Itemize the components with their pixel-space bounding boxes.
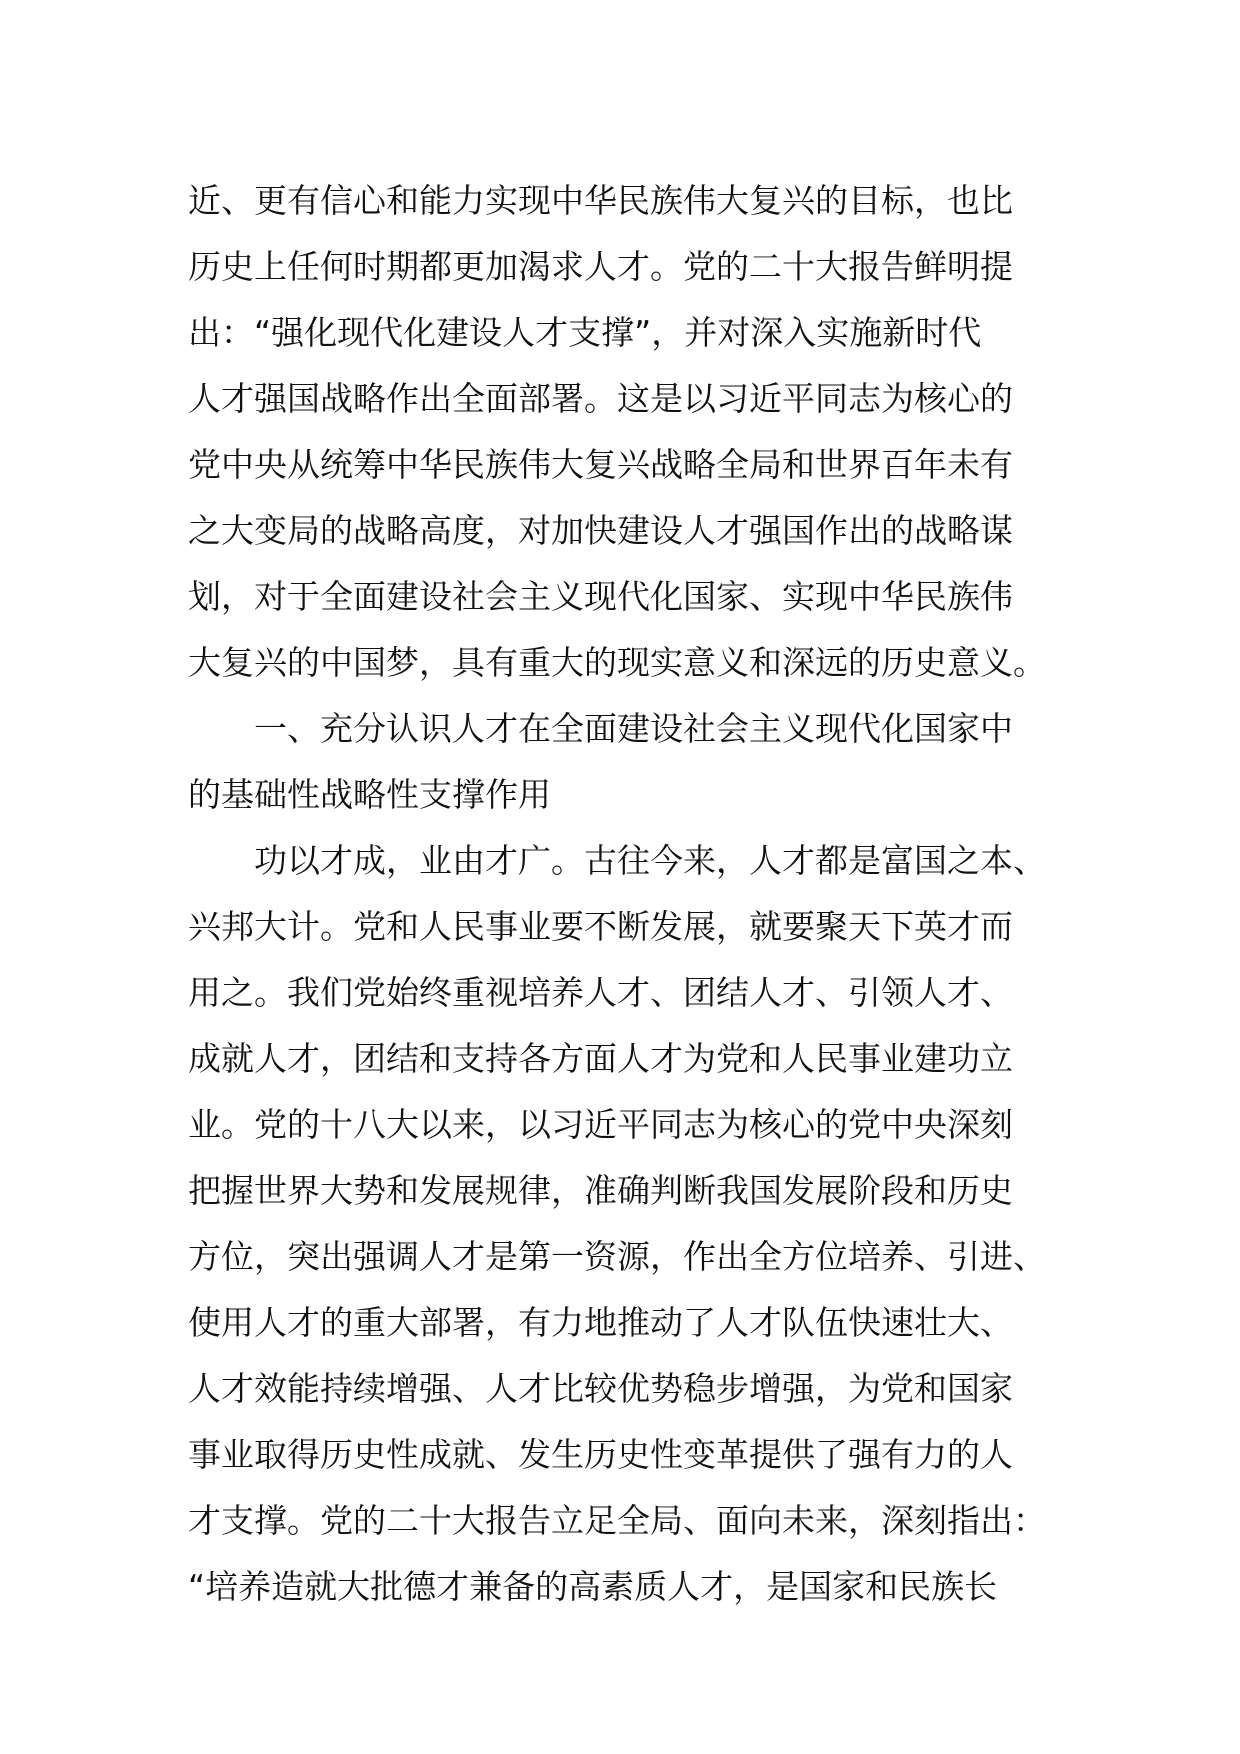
paragraph-line: 业。党的十八大以来，以习近平同志为核心的党中央深刻 — [188, 1105, 1013, 1144]
body-text — [188, 168, 1068, 1620]
paragraph-line: 历史上任何时期都更加渴求人才。党的二十大报告鲜明提 — [188, 247, 1013, 286]
paragraph-line: 之大变局的战略高度，对加快建设人才强国作出的战略谋 — [188, 511, 1013, 550]
paragraph-line: 把握世界大势和发展规律，准确判断我国发展阶段和历史 — [188, 1171, 1013, 1210]
paragraph-line: 人才强国战略作出全面部署。这是以习近平同志为核心的 — [188, 379, 1013, 418]
paragraph-line: 党中央从统筹中华民族伟大复兴战略全局和世界百年未有 — [188, 445, 1013, 484]
paragraph-line: 划，对于全面建设社会主义现代化国家、实现中华民族伟 — [188, 577, 1013, 616]
paragraph-line: 方位，突出强调人才是第一资源，作出全方位培养、引进、 — [188, 1237, 1046, 1276]
paragraph-line: 出：“强化现代化建设人才支撑”，并对深入实施新时代 — [188, 313, 982, 352]
paragraph-line: 大复兴的中国梦，具有重大的现实意义和深远的历史意义。 — [188, 643, 1046, 682]
paragraph-line: 用之。我们党始终重视培养人才、团结人才、引领人才、 — [188, 973, 1013, 1012]
paragraph-line: 才支撑。党的二十大报告立足全局、面向未来，深刻指出： — [188, 1501, 1046, 1540]
paragraph-line: 人才效能持续增强、人才比较优势稳步增强，为党和国家 — [188, 1369, 1013, 1408]
paragraph-line: “培养造就大批德才兼备的高素质人才，是国家和民族长 — [188, 1567, 998, 1606]
paragraph-line: 使用人才的重大部署，有力地推动了人才队伍快速壮大、 — [188, 1303, 1013, 1342]
paragraph-line: 兴邦大计。党和人民事业要不断发展，就要聚天下英才而 — [188, 907, 1013, 946]
section-heading-line: 一、充分认识人才在全面建设社会主义现代化国家中 — [254, 709, 1013, 748]
paragraph-line: 功以才成，业由才广。古往今来，人才都是富国之本、 — [254, 841, 1046, 880]
paragraph-line: 事业取得历史性成就、发生历史性变革提供了强有力的人 — [188, 1435, 1013, 1474]
paragraph-line: 近、更有信心和能力实现中华民族伟大复兴的目标，也比 — [188, 181, 1013, 220]
section-heading-line: 的基础性战略性支撑作用 — [188, 775, 551, 814]
paragraph-line: 成就人才，团结和支持各方面人才为党和人民事业建功立 — [188, 1039, 1013, 1078]
